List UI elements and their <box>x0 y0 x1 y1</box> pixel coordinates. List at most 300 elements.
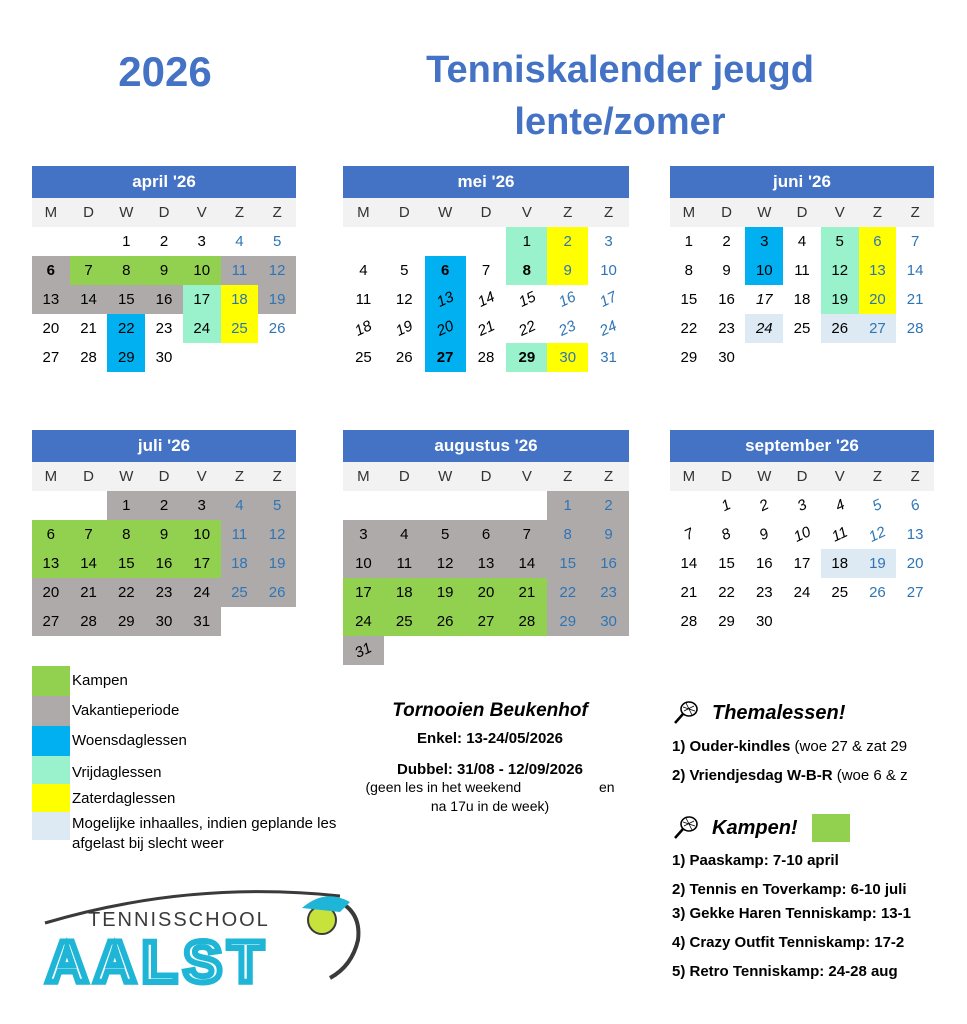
day-cell <box>384 343 425 372</box>
weekday-label: D <box>83 204 94 221</box>
day-cell <box>221 227 259 256</box>
day-number: 3 <box>604 233 613 250</box>
weekday-label: M <box>44 204 58 221</box>
day-number: 27 <box>42 613 60 630</box>
day-number: 16 <box>155 555 173 572</box>
day-cell <box>708 314 746 343</box>
legend-item-woensdag <box>32 726 352 756</box>
day-cell <box>258 491 296 520</box>
day-number: 28 <box>518 613 536 630</box>
day-number: 1 <box>719 496 734 515</box>
day-cell <box>221 549 259 578</box>
day-cell <box>547 520 588 549</box>
day-number: 5 <box>440 526 450 543</box>
day-number: 22 <box>718 584 735 601</box>
day-cell <box>588 343 629 372</box>
day-cell <box>859 549 897 578</box>
day-cell <box>896 491 934 520</box>
day-cell <box>107 549 145 578</box>
day-cell <box>183 578 221 607</box>
day-number: 19 <box>436 584 454 601</box>
day-cell <box>859 227 897 256</box>
day-number: 22 <box>680 320 698 337</box>
logo-line-1: TENNISSCHOOL <box>88 909 270 931</box>
day-cell <box>708 549 746 578</box>
day-cell <box>896 256 934 285</box>
weekday-label: Z <box>872 468 883 485</box>
day-cell <box>70 520 108 549</box>
legend-label: Vakantieperiode <box>72 702 180 719</box>
weekday-label: Z <box>272 204 282 221</box>
day-number: 15 <box>680 291 698 308</box>
day-cell <box>466 256 507 285</box>
day-cell <box>506 227 547 256</box>
legend-swatch <box>32 696 70 726</box>
day-number: 25 <box>231 320 248 337</box>
themales-item-detail: (woe 6 & z <box>832 767 908 784</box>
day-cell <box>670 520 708 549</box>
weekday-label: D <box>721 204 732 221</box>
day-number: 8 <box>719 525 734 544</box>
day-cell <box>343 607 384 636</box>
day-cell <box>258 549 296 578</box>
day-number: 6 <box>440 262 450 279</box>
day-number: 9 <box>159 526 169 543</box>
day-cell <box>107 256 145 285</box>
day-number: 27 <box>42 349 60 366</box>
day-number: 21 <box>518 584 536 601</box>
day-number: 6 <box>481 526 491 543</box>
day-cell <box>32 285 70 314</box>
weekday-label: V <box>196 468 207 485</box>
day-number: 22 <box>559 584 577 601</box>
weekday-row <box>343 198 629 227</box>
themales-item <box>672 767 967 784</box>
day-cell <box>506 549 547 578</box>
day-number: 8 <box>684 262 694 279</box>
day-number: 12 <box>268 262 286 279</box>
day-cell <box>745 491 783 520</box>
day-number: 25 <box>395 613 413 630</box>
day-number: 28 <box>80 349 97 366</box>
weekday-label: V <box>834 204 845 221</box>
day-cell <box>547 227 588 256</box>
day-number: 25 <box>355 349 372 366</box>
legend-label: Woensdaglessen <box>72 732 187 749</box>
themales-item-detail: (woe 27 & zat 29 <box>790 738 908 755</box>
day-cell <box>547 607 588 636</box>
day-number: 7 <box>84 262 93 279</box>
day-grid <box>670 227 934 372</box>
weekday-row <box>343 462 629 491</box>
weekday-row <box>670 462 934 491</box>
weekday-label: D <box>480 468 492 485</box>
day-number: 25 <box>831 584 849 601</box>
weekday-label: W <box>119 468 134 485</box>
day-number: 2 <box>722 233 731 250</box>
day-cell <box>343 578 384 607</box>
day-number: 14 <box>906 262 924 279</box>
day-cell <box>670 256 708 285</box>
day-cell <box>425 578 466 607</box>
logo-line-2: AALST <box>46 930 270 988</box>
day-cell <box>547 549 588 578</box>
day-cell <box>547 343 588 372</box>
weekday-label: D <box>158 204 170 221</box>
day-cell <box>183 256 221 285</box>
day-number: 21 <box>80 584 97 601</box>
day-number: 5 <box>870 496 885 515</box>
day-cell <box>425 314 466 343</box>
tennisschool-logo <box>40 878 370 988</box>
day-cell <box>506 285 547 314</box>
weekday-label: Z <box>604 468 614 485</box>
day-number: 11 <box>355 291 372 308</box>
day-cell <box>783 285 821 314</box>
day-number: 12 <box>395 291 413 308</box>
day-cell <box>221 578 259 607</box>
day-cell <box>896 520 934 549</box>
legend-item-zaterdag <box>32 784 352 812</box>
day-cell <box>221 256 259 285</box>
day-number: 9 <box>604 526 613 543</box>
day-cell <box>708 343 746 372</box>
day-cell <box>506 520 547 549</box>
weekday-label: Z <box>563 204 573 221</box>
tournament-note-1: (geen les in het weekend en <box>365 779 615 795</box>
day-number: 30 <box>600 613 617 630</box>
weekday-label: M <box>44 468 58 485</box>
month-title: augustus '26 <box>343 430 629 462</box>
day-number: 7 <box>522 526 532 543</box>
day-number: 13 <box>869 262 886 279</box>
weekday-label: D <box>398 204 410 221</box>
day-cell <box>588 256 629 285</box>
day-number: 16 <box>556 288 579 311</box>
day-number: 14 <box>680 555 698 572</box>
racket-icon <box>672 815 700 841</box>
weekday-label: D <box>480 204 492 221</box>
day-cell <box>145 578 183 607</box>
day-number: 10 <box>193 526 211 543</box>
day-cell <box>32 314 70 343</box>
day-number: 24 <box>597 317 620 340</box>
day-cell <box>145 343 183 372</box>
day-cell <box>70 607 108 636</box>
day-cell <box>384 549 425 578</box>
title-line-1: Tenniskalender jeugd <box>426 49 814 91</box>
title-line-2: lente/zomer <box>514 101 726 143</box>
month-calendar <box>343 430 629 665</box>
day-number: 17 <box>355 584 372 601</box>
day-cell <box>506 607 547 636</box>
day-number: 16 <box>755 555 773 572</box>
day-cell <box>466 607 507 636</box>
day-number: 6 <box>46 262 56 279</box>
legend-item-kampen <box>32 666 352 696</box>
day-cell <box>821 285 859 314</box>
tournaments-heading: Tornooien Beukenhof <box>392 700 588 721</box>
day-cell <box>466 314 507 343</box>
day-cell <box>547 578 588 607</box>
day-number: 10 <box>790 523 814 546</box>
day-cell <box>183 491 221 520</box>
month-title: april '26 <box>32 166 296 198</box>
kamp-item: 3) Gekke Haren Tenniskamp: 13-1 <box>672 905 911 922</box>
day-number: 9 <box>563 262 572 279</box>
themalessen-heading-row <box>672 700 967 726</box>
day-number: 18 <box>352 317 375 340</box>
day-cell <box>506 578 547 607</box>
day-number: 29 <box>518 349 536 366</box>
day-cell <box>107 607 145 636</box>
tournament-single: Enkel: 13-24/05/2026 <box>417 730 563 747</box>
legend-label: Zaterdaglessen <box>72 790 176 807</box>
day-cell <box>896 227 934 256</box>
logo-graphic <box>40 878 370 988</box>
day-cell <box>506 343 547 372</box>
weekday-label: M <box>682 468 696 485</box>
day-number: 6 <box>907 496 923 515</box>
day-cell <box>783 314 821 343</box>
day-cell <box>221 314 259 343</box>
day-number: 20 <box>477 584 495 601</box>
weekday-label: Z <box>604 204 614 221</box>
kampen-heading: Kampen! <box>712 816 798 839</box>
day-cell <box>107 314 145 343</box>
month-calendar <box>32 430 296 636</box>
day-number: 13 <box>42 291 60 308</box>
weekday-label: V <box>834 468 845 485</box>
day-number: 11 <box>231 262 248 279</box>
day-number: 30 <box>718 349 735 366</box>
day-number: 14 <box>474 288 498 311</box>
weekday-row <box>32 462 296 491</box>
day-cell <box>783 256 821 285</box>
day-number: 21 <box>680 584 698 601</box>
day-cell <box>896 285 934 314</box>
day-cell <box>783 549 821 578</box>
day-cell <box>384 607 425 636</box>
day-number: 30 <box>155 349 173 366</box>
day-number: 16 <box>718 291 735 308</box>
weekday-label: Z <box>910 204 920 221</box>
day-number: 31 <box>193 613 211 630</box>
kamp-item: 4) Crazy Outfit Tenniskamp: 17-2 <box>672 934 905 951</box>
day-cell <box>343 549 384 578</box>
day-cell <box>506 256 547 285</box>
day-number: 11 <box>829 523 851 546</box>
day-cell <box>708 491 746 520</box>
day-number: 13 <box>433 288 457 311</box>
weekday-label: W <box>757 468 772 485</box>
legend-label: Kampen <box>72 672 128 689</box>
day-cell <box>107 285 145 314</box>
kamp-item: 2) Tennis en Toverkamp: 6-10 juli <box>672 881 907 898</box>
day-number: 20 <box>42 320 60 337</box>
tournament-double: Dubbel: 31/08 - 12/09/2026 <box>397 761 583 778</box>
day-number: 19 <box>393 317 416 340</box>
weekday-label: V <box>521 468 532 485</box>
day-cell <box>547 314 588 343</box>
day-cell <box>145 607 183 636</box>
day-cell <box>425 549 466 578</box>
weekday-label: W <box>438 204 453 221</box>
day-cell <box>258 314 296 343</box>
day-cell <box>221 285 259 314</box>
day-number: 14 <box>80 291 97 308</box>
day-number: 23 <box>155 320 173 337</box>
legend-label: Mogelijke inhaalles, indien geplande les afgelast bij slecht weer <box>72 815 337 852</box>
day-number: 27 <box>477 613 495 630</box>
weekday-label: Z <box>234 204 245 221</box>
day-cell <box>821 549 859 578</box>
day-cell <box>783 520 821 549</box>
day-cell <box>145 491 183 520</box>
day-number: 2 <box>159 233 169 250</box>
legend-item-vakantie <box>32 696 352 726</box>
day-cell <box>859 314 897 343</box>
day-number: 13 <box>906 526 924 543</box>
themales-item-name: 1) Ouder-kindles <box>672 738 791 755</box>
day-cell <box>745 520 783 549</box>
day-number: 6 <box>873 233 882 250</box>
day-cell <box>670 314 708 343</box>
day-cell <box>588 314 629 343</box>
day-number: 3 <box>760 233 769 250</box>
day-cell <box>821 256 859 285</box>
day-cell <box>670 343 708 372</box>
month-calendar <box>343 166 629 372</box>
weekday-label: Z <box>563 468 573 485</box>
weekday-label: D <box>158 468 170 485</box>
day-number: 14 <box>80 555 97 572</box>
day-number: 18 <box>793 291 811 308</box>
weekday-label: Z <box>910 468 920 485</box>
weekday-row <box>670 198 934 227</box>
day-number: 2 <box>604 497 613 514</box>
day-number: 25 <box>793 320 811 337</box>
day-number: 29 <box>117 349 135 366</box>
day-number: 11 <box>231 526 248 543</box>
day-cell <box>70 549 108 578</box>
day-cell <box>343 636 384 665</box>
day-number: 18 <box>231 555 248 572</box>
day-cell <box>183 607 221 636</box>
day-cell <box>745 578 783 607</box>
day-number: 23 <box>155 584 173 601</box>
day-cell <box>708 285 746 314</box>
day-number: 16 <box>155 291 173 308</box>
day-cell <box>821 314 859 343</box>
day-number: 15 <box>515 288 538 311</box>
day-cell <box>588 285 629 314</box>
day-number: 21 <box>474 317 498 340</box>
kampen-heading-row <box>672 814 967 842</box>
day-cell <box>670 607 708 636</box>
day-cell <box>745 256 783 285</box>
day-number: 20 <box>906 555 924 572</box>
day-cell <box>708 227 746 256</box>
day-cell <box>32 549 70 578</box>
day-cell <box>859 578 897 607</box>
day-cell <box>708 256 746 285</box>
day-cell <box>547 285 588 314</box>
day-number: 28 <box>906 320 924 337</box>
day-number: 19 <box>869 555 886 572</box>
day-number: 21 <box>906 291 924 308</box>
legend-swatch <box>32 812 70 840</box>
day-cell <box>32 343 70 372</box>
day-number: 10 <box>193 262 211 279</box>
racket-icon <box>672 700 700 726</box>
day-cell <box>145 227 183 256</box>
day-cell <box>70 314 108 343</box>
weekday-label: W <box>119 204 134 221</box>
day-cell <box>258 227 296 256</box>
day-cell <box>343 285 384 314</box>
day-number: 4 <box>832 496 848 515</box>
day-grid <box>343 227 629 372</box>
day-cell <box>384 520 425 549</box>
day-number: 24 <box>355 613 372 630</box>
day-cell <box>145 285 183 314</box>
day-cell <box>745 607 783 636</box>
day-number: 8 <box>122 262 131 279</box>
day-number: 6 <box>46 526 56 543</box>
day-cell <box>32 607 70 636</box>
day-cell <box>588 607 629 636</box>
day-cell <box>588 549 629 578</box>
weekday-label: Z <box>272 468 282 485</box>
kamp-item: 5) Retro Tenniskamp: 24-28 aug <box>672 963 898 980</box>
day-cell <box>384 285 425 314</box>
day-cell <box>183 549 221 578</box>
weekday-label: D <box>796 204 808 221</box>
day-number: 7 <box>84 526 93 543</box>
day-number: 20 <box>42 584 60 601</box>
day-number: 12 <box>831 262 849 279</box>
day-cell <box>670 285 708 314</box>
year-heading: 2026 <box>118 48 212 95</box>
month-calendar <box>670 166 934 372</box>
day-cell <box>107 578 145 607</box>
legend-swatch <box>32 726 70 756</box>
day-cell <box>745 314 783 343</box>
day-number: 15 <box>117 291 135 308</box>
day-number: 1 <box>684 233 694 250</box>
day-cell <box>859 285 897 314</box>
day-cell <box>32 578 70 607</box>
day-number: 12 <box>866 523 889 546</box>
day-number: 20 <box>433 317 457 340</box>
legend-swatch <box>32 666 70 696</box>
day-number: 4 <box>400 526 409 543</box>
month-title: juni '26 <box>670 166 934 198</box>
day-number: 17 <box>193 555 211 572</box>
weekday-label: M <box>682 204 696 221</box>
day-number: 24 <box>793 584 811 601</box>
day-number: 19 <box>268 555 286 572</box>
day-cell <box>107 343 145 372</box>
day-cell <box>896 578 934 607</box>
day-cell <box>145 520 183 549</box>
day-number: 3 <box>197 497 206 514</box>
day-number: 5 <box>272 233 282 250</box>
weekday-label: M <box>357 468 370 485</box>
day-cell <box>896 314 934 343</box>
day-number: 23 <box>600 584 617 601</box>
